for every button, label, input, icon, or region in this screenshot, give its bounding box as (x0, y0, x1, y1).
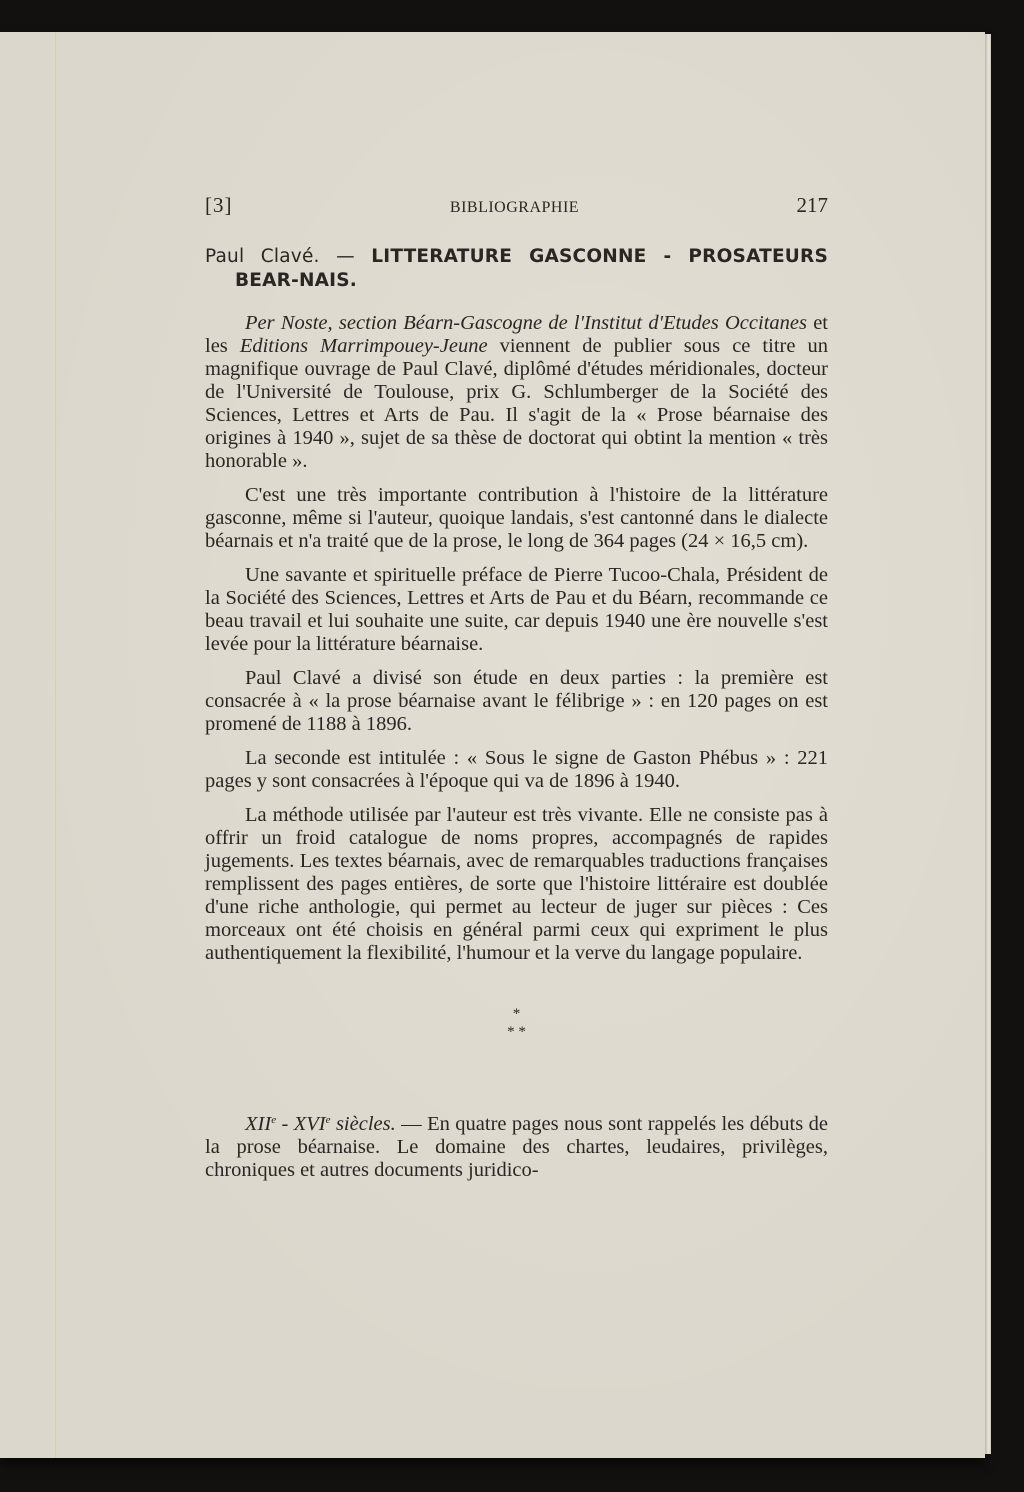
section-number: [3] (205, 193, 233, 217)
asterism-bottom: * * (507, 1024, 526, 1040)
paragraph-contribution: C'est une très importante contribution à l'histoire de la littérature gasconne, même si l'auteur, quoique landais, s'est cantonné dans le dialecte béarnais et n'a traité que de la prose, le long de 364 pages (24 × 16,5 cm). (205, 484, 828, 552)
running-title: BIBLIOGRAPHIE (449, 199, 580, 216)
century-xii: XII (245, 1113, 272, 1135)
section-text: — En quatre pages nous sont rappelés les débuts de la prose béarnaise. Le domaine des chartes, leudaires, privilèges, chroniques et autres documents juridico- (205, 1113, 828, 1181)
entry-book-title: LITTERATURE GASCONNE - PROSATEURS BEAR-NAIS. (235, 246, 828, 291)
centuries-word: siècles. (330, 1113, 396, 1135)
paragraph-second-part: La seconde est intitulée : « Sous le signe de Gaston Phébus » : 221 pages y sont consacrées à l'époque qui va de 1896 à 1940. (205, 747, 828, 792)
section-heading (245, 1113, 396, 1135)
page-stack-edge (985, 34, 991, 1454)
asterism-divider (205, 1005, 828, 1041)
superscript: e (325, 1114, 331, 1126)
book-gutter (54, 32, 56, 1458)
text-segment: et les (205, 312, 828, 357)
publisher-name: Per Noste, section Béarn-Gascogne de l'Institut d'Etudes Occitanes (245, 312, 807, 334)
superscript: e (271, 1114, 277, 1126)
paragraph-method: La méthode utilisée par l'auteur est très vivante. Elle ne consiste pas à offrir un froid catalogue de noms propres, accompagnés de rapides jugements. Les textes béarnais, avec de remarquables traductions françaises remplissent des pages entières, de sorte que l'histoire littéraire est doublée d'une riche anthologie, qui permet au lecteur de juger sur pièces : Ces morceaux ont été choisis en général parmi ceux qui expriment le plus authentiquement la flexibilité, l'humour et la verve du langage populaire. (205, 804, 828, 964)
paragraph-structure: Paul Clavé a divisé son étude en deux parties : la première est consacrée à « la prose béarnaise avant le félibrige » : en 120 pages on est promené de 1188 à 1896. (205, 667, 828, 735)
paragraph-preface: Une savante et spirituelle préface de Pierre Tucoo-Chala, Président de la Société des Sciences, Lettres et Arts de Pau et du Béarn, recommande ce beau travail et lui souhaite une suite, car depuis 1940 une ère nouvelle s'est levée pour la littérature béarnaise. (205, 564, 828, 655)
asterism-top: * (512, 1006, 521, 1022)
paragraph-publication (205, 312, 828, 473)
separator: - (276, 1113, 294, 1135)
entry-author: Paul Clavé. — (205, 246, 372, 267)
century-xvi: XVI (293, 1113, 326, 1135)
page-number: 217 (796, 193, 828, 217)
paragraph-centuries (205, 1113, 828, 1182)
page-content (205, 190, 828, 1182)
text-segment: viennent de publier sous ce titre un magnifique ouvrage de Paul Clavé, diplômé d'études méridionales, docteur de l'Université de Toulouse, prix G. Schlumberger de la Société des Sciences, Lettres et Arts de Pau. Il s'agit de la « Prose béarnaise des origines à 1940 », sujet de sa thèse de doctorat qui obtint la mention « très honorable ». (205, 335, 828, 472)
running-head (205, 190, 828, 223)
entry-heading (205, 245, 828, 293)
publisher-name: Editions Marrimpouey-Jeune (239, 335, 488, 357)
